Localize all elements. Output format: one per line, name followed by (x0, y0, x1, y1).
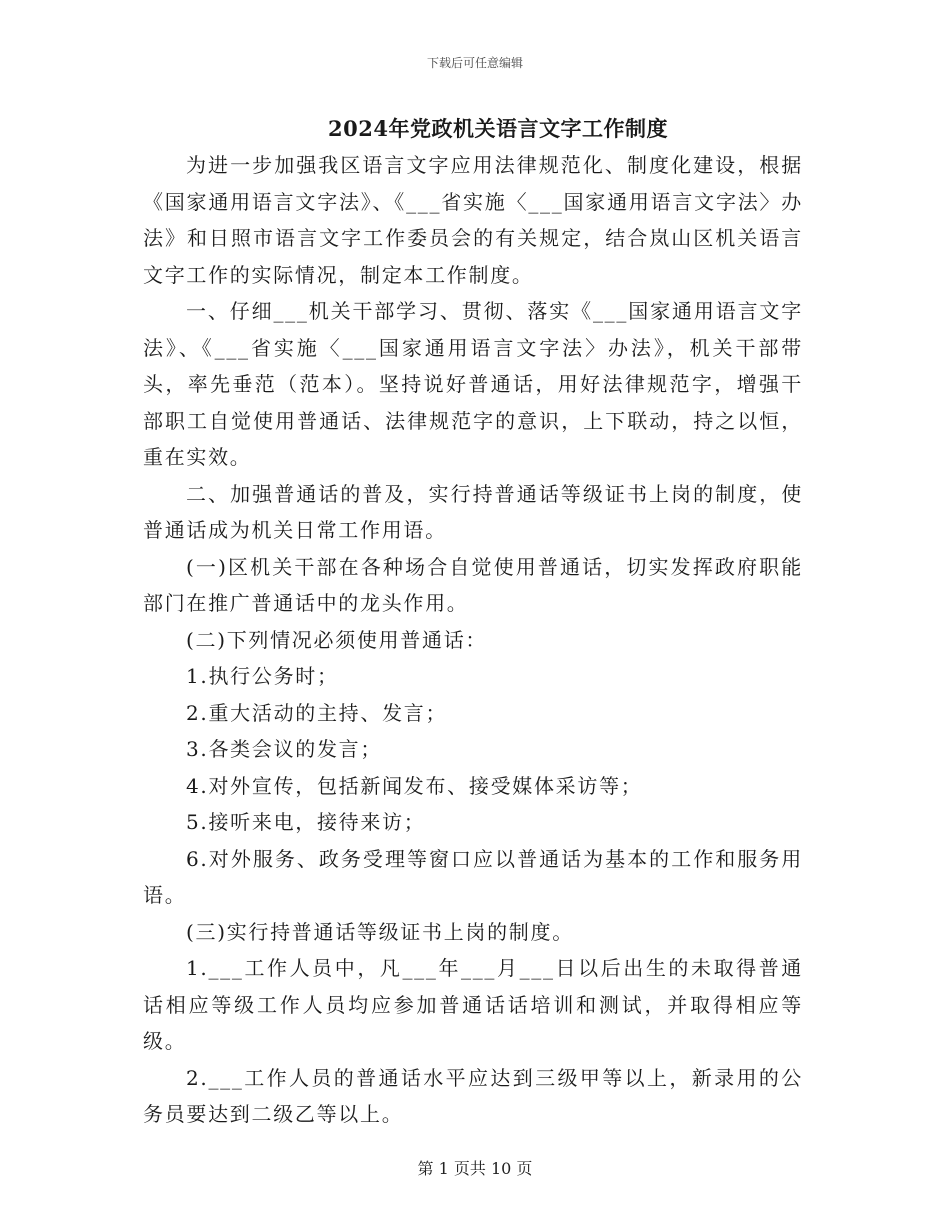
list-item: 3.各类会议的发言； (186, 737, 383, 761)
paragraph-intro: 为进一步加强我区语言文字应用法律规范化、制度化建设，根据《国家通用语言文字法》、《___省实施〈___国家通用语言文字法〉办法》和日照市语言文字工作委员会的有关规定，结合岚山区机关语言文字工作的实际情况，制定本工作制度。 (143, 153, 803, 287)
document-body (143, 147, 803, 1133)
paragraph-section-1: 一、仔细___机关干部学习、贯彻、落实《___国家通用语言文字法》、《___省实施〈___国家通用语言文字法〉办法》，机关干部带头，率先垂范（范本）。坚持说好普通话，用好法律规范字，增强干部职工自觉使用普通话、法律规范字的意识，上下联动，持之以恒，重在实效。 (143, 299, 803, 469)
paragraph-section-2: 二、加强普通话的普及，实行持普通话等级证书上岗的制度，使普通话成为机关日常工作用语。 (143, 481, 803, 542)
page-number: 第 1 页共 10 页 (417, 1159, 533, 1178)
list-item: 2.重大活动的主持、发言； (186, 700, 448, 725)
paragraph-subsection-1: (一)区机关干部在各种场合自觉使用普通话，切实发挥政府职能部门在推广普通话中的龙头作用。 (143, 554, 803, 615)
page-header-note: 下载后可任意编辑 (426, 56, 523, 70)
list-item: 4.对外宣传，包括新闻发布、接受媒体采访等； (186, 773, 643, 798)
list-item: 1.___工作人员中，凡___年___月___日以后出生的未取得普通话相应等级工作人员均应参加普通话话培训和测试，并取得相应等级。 (143, 956, 803, 1053)
list-item: 1.执行公务时； (186, 664, 339, 688)
document-title: 2024年党政机关语言文字工作制度 (328, 116, 668, 141)
list-item: 2.___工作人员的普通话水平应达到三级甲等以上，新录用的公务员要达到二级乙等以上。 (143, 1065, 803, 1126)
paragraph-subsection-3: (三)实行持普通话等级证书上岗的制度。 (186, 919, 574, 944)
list-item: 5.接听来电，接待来访； (186, 810, 426, 834)
paragraph-subsection-2: (二)下列情况必须使用普通话： (186, 627, 488, 652)
list-item: 6.对外服务、政务受理等窗口应以普通话为基本的工作和服务用语。 (143, 846, 803, 907)
